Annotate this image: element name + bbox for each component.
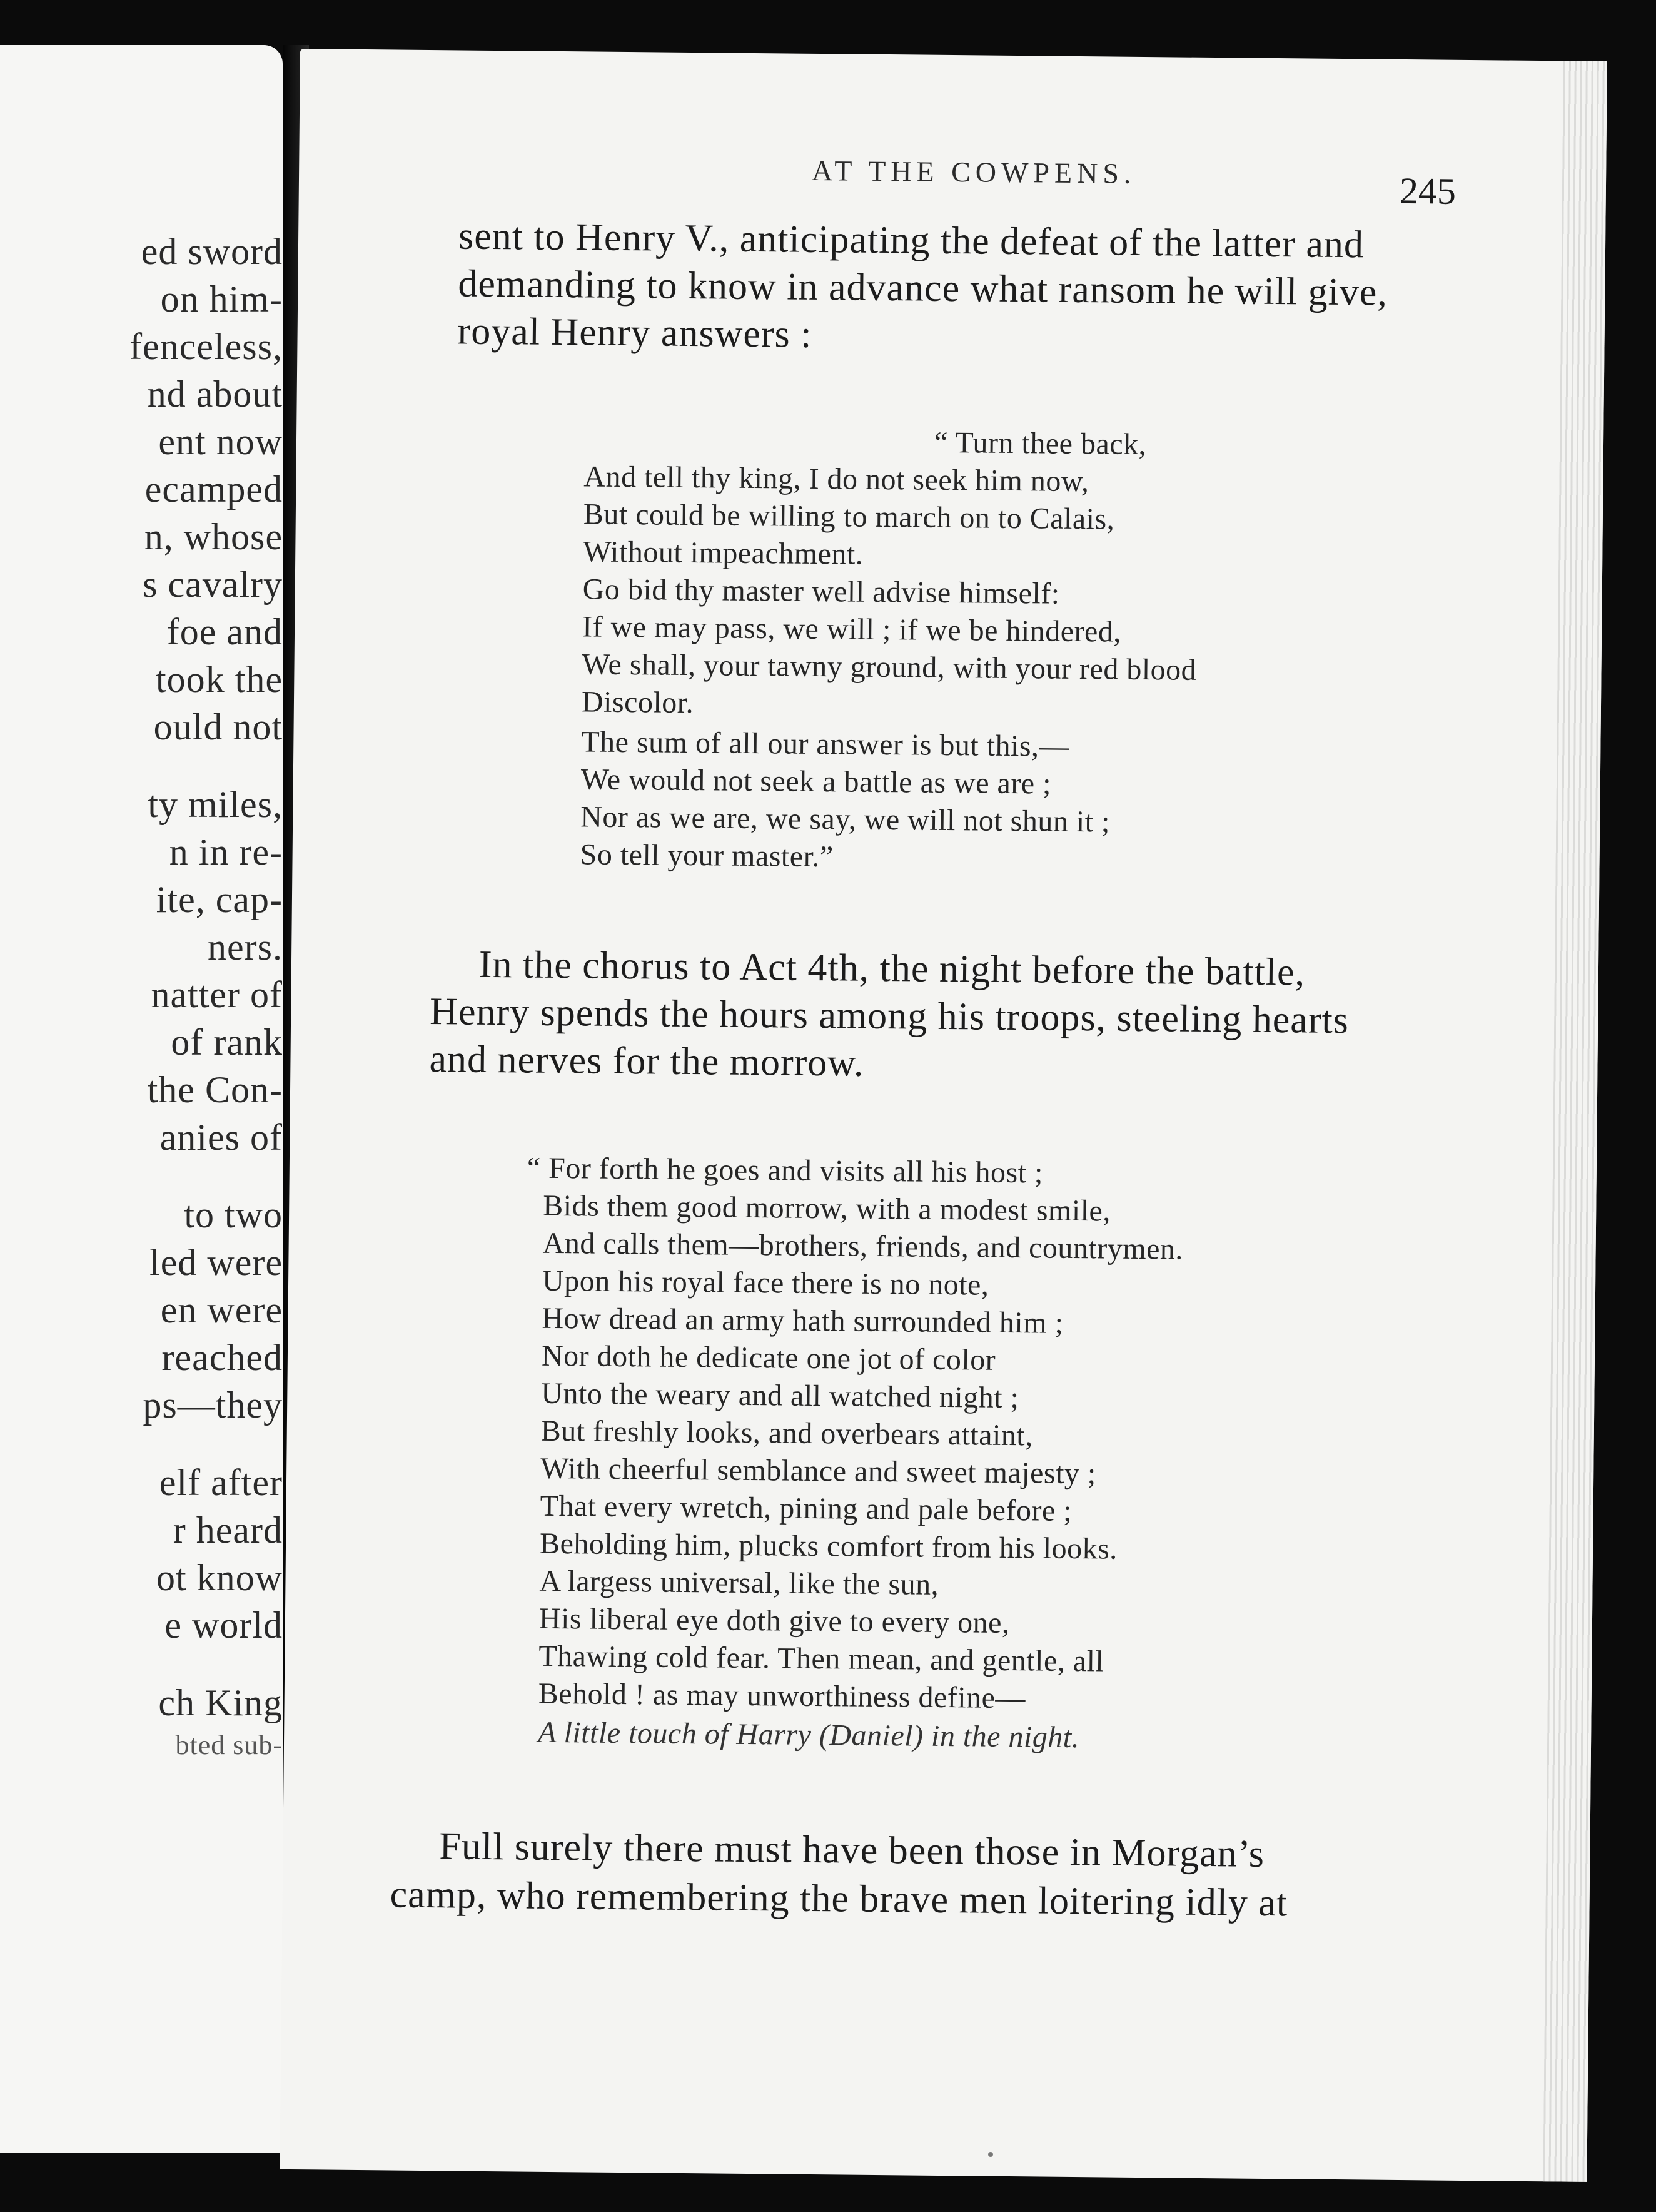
left-page-fragment: took the — [156, 659, 283, 700]
left-page-fragment: natter of — [151, 974, 283, 1015]
left-page-fragment: ould not — [153, 706, 283, 748]
verse-line: And calls them—brothers, friends, and countrymen. — [542, 1226, 1184, 1266]
verse-line: But could be willing to march on to Calais, — [583, 497, 1115, 536]
left-page-fragment: fenceless, — [129, 326, 283, 367]
verse-line: That every wretch, pining and pale before ; — [540, 1489, 1073, 1528]
left-page-fragment: the Con- — [147, 1069, 283, 1110]
verse-line: His liberal eye doth give to every one, — [538, 1601, 1010, 1640]
left-page-fragment: on him- — [160, 278, 283, 320]
verse-line: With cheerful semblance and sweet majesty ; — [540, 1451, 1097, 1491]
verse-line: Beholding him, plucks comfort from his looks. — [539, 1526, 1118, 1566]
left-page-fragment: en were — [160, 1289, 283, 1331]
left-page-fragment: r heard — [173, 1509, 283, 1551]
left-page-fragment: e world — [164, 1605, 283, 1646]
verse-line: We shall, your tawny ground, with your red blood — [582, 647, 1197, 687]
paragraph-line: In the chorus to Act 4th, the night before the battle, — [478, 943, 1306, 994]
intro-line: demanding to know in advance what ransom he will give, — [458, 262, 1388, 314]
page-edge — [1543, 61, 1607, 2182]
left-page-fragment: ite, cap- — [156, 879, 283, 920]
paragraph-line: camp, who remembering the brave men loitering idly at — [390, 1873, 1288, 1925]
left-page-fragment: bted sub- — [175, 1730, 283, 1760]
verse-line: Behold ! as may unworthiness define— — [538, 1677, 1026, 1715]
verse-line: Unto the weary and all watched night ; — [541, 1376, 1019, 1415]
left-page-fragment: anies of — [159, 1117, 283, 1158]
left-page-fragment: ecamped — [144, 469, 283, 510]
verse-line: Without impeachment. — [583, 535, 864, 571]
running-head: AT THE COWPENS. — [811, 154, 1136, 190]
verse-line: Upon his royal face there is no note, — [542, 1264, 989, 1302]
main-page — [280, 49, 1607, 2182]
verse-line: A largess universal, like the sun, — [539, 1564, 939, 1601]
left-page-fragment: ot know — [156, 1557, 283, 1598]
left-page-fragment: ty miles, — [148, 784, 283, 825]
verse-line: Nor doth he dedicate one jot of color — [541, 1339, 996, 1377]
left-page-fragment: nd about — [147, 373, 283, 415]
left-page-fragment: n in re- — [169, 831, 283, 873]
paragraph-line: and nerves for the morrow. — [429, 1038, 864, 1085]
verse-line: Nor as we are, we say, we will not shun it ; — [580, 800, 1111, 839]
verse-line: Discolor. — [581, 685, 694, 720]
verse-line: How dread an army hath surrounded him ; — [542, 1301, 1064, 1340]
left-page-fragment: ent now — [158, 421, 283, 462]
left-page-fragment: to two — [184, 1194, 283, 1235]
left-page-fragment: ners. — [208, 926, 283, 968]
intro-line: sent to Henry V., anticipating the defeat of the latter and — [458, 215, 1365, 266]
verse-line: Go bid thy master well advise himself: — [582, 572, 1060, 611]
left-page-fragment: ch King — [158, 1682, 283, 1723]
verse-line: We would not seek a battle as we are ; — [580, 763, 1052, 801]
verse-line: So tell your master.” — [580, 838, 834, 874]
verse-line: If we may pass, we will ; if we be hindered, — [582, 610, 1122, 649]
verse-line: “ For forth he goes and visits all his host ; — [527, 1151, 1044, 1190]
verse-line: And tell thy king, I do not seek him now, — [583, 460, 1089, 499]
left-page-fragment: ps—they — [143, 1384, 283, 1426]
verse-line: The sum of all our answer is but this,— — [581, 725, 1070, 763]
left-page-fragment: s cavalry — [143, 564, 283, 605]
left-page-fragment: n, whose — [144, 516, 283, 557]
left-page-fragment: reached — [161, 1337, 283, 1378]
left-page-fragment: elf after — [159, 1462, 283, 1503]
left-page-fragment: ed sword — [141, 231, 283, 272]
intro-line: royal Henry answers : — [457, 310, 812, 356]
paragraph-line: Henry spends the hours among his troops, steeling hearts — [429, 990, 1350, 1042]
print-speck — [988, 2152, 993, 2157]
verse-line: Thawing cold fear. Then mean, and gentle, all — [538, 1639, 1104, 1678]
page-number: 245 — [1399, 170, 1457, 212]
paragraph-line: Full surely there must have been those in Morgan’s — [439, 1825, 1265, 1875]
verse-line: Bids them good morrow, with a modest smile, — [543, 1189, 1111, 1228]
left-page-fragment: foe and — [166, 611, 283, 652]
verse-line: “ Turn thee back, — [934, 425, 1147, 462]
verse-attribution-line: A little touch of Harry (Daniel) in the night. — [537, 1715, 1080, 1755]
left-page-fragment: of rank — [171, 1022, 283, 1063]
left-page-fragment: led were — [149, 1242, 283, 1283]
left-facing-page — [0, 45, 283, 2153]
verse-line: But freshly looks, and overbears attaint, — [540, 1414, 1034, 1453]
